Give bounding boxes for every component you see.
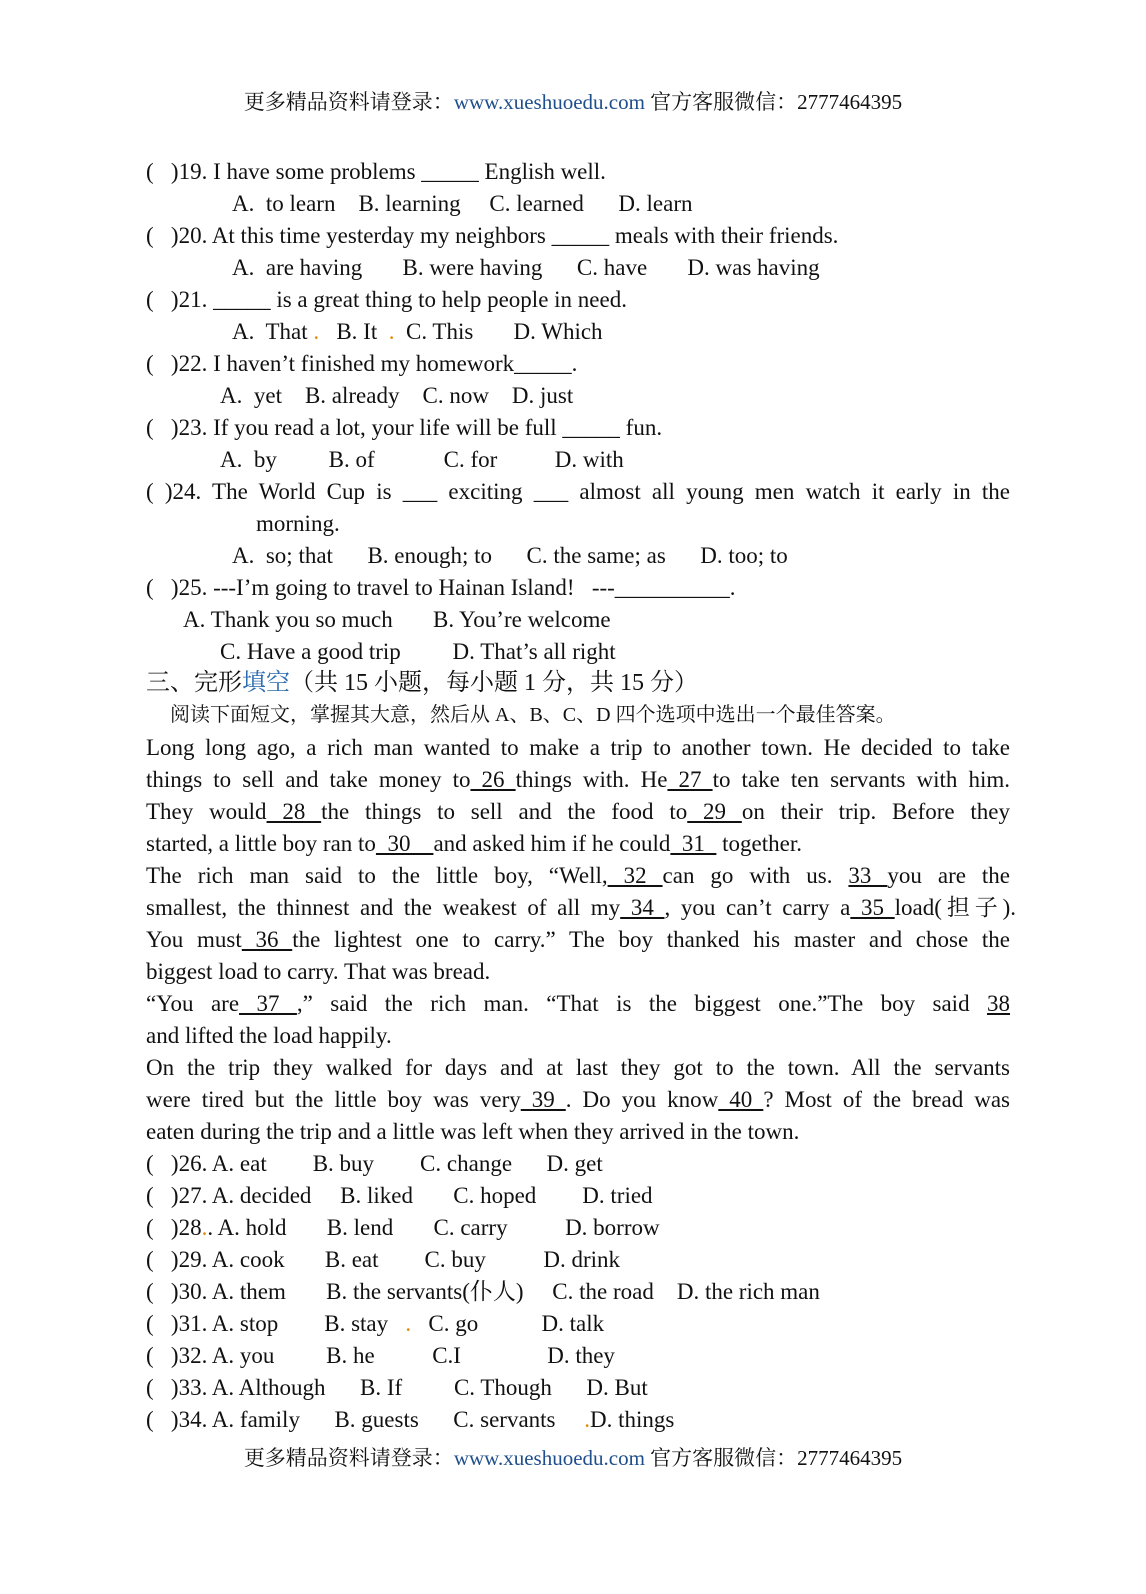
header-suffix: 官方客服微信：2777464395 xyxy=(644,90,903,114)
blank-29: 29 xyxy=(687,799,742,824)
passage-line-3: They would 28 the things to sell and the food to 29 on their trip. Before they xyxy=(146,799,1011,824)
page-header xyxy=(0,86,1146,116)
passage-line-6: smallest, the thinnest and the weakest of all my 34 , you can’t carry a 35 load(担子). xyxy=(146,895,1017,920)
passage-line-12: were tired but the little boy was very 39 . Do you know 40 ? Most of the bread was xyxy=(146,1087,1010,1112)
passage-line-2: things to sell and take money to 26 things with. He 27 to take ten servants with him. xyxy=(146,767,1010,792)
passage-line-11: On the trip they walked for days and at last they got to the town. All the servants xyxy=(146,1055,1010,1080)
passage-line-7: You must 36 the lightest one to carry.” The boy thanked his master and chose the xyxy=(146,927,1010,952)
question-22-options: A. yet B. already C. now D. just xyxy=(220,383,574,408)
blank-33: 33 xyxy=(848,863,888,888)
cloze-question-29: ( )29. A. cook B. eat C. buy D. drink xyxy=(146,1247,621,1272)
passage-line-8: biggest load to carry. That was bread. xyxy=(146,959,491,984)
cloze-question-28: ( )28.. A. hold B. lend C. carry D. borrow xyxy=(146,1215,660,1240)
blank-28: 28 xyxy=(266,799,322,824)
footer-url[interactable]: www.xueshuoedu.com xyxy=(453,1446,645,1470)
blank-40: 40 xyxy=(718,1087,764,1112)
blank-27: 27 xyxy=(667,767,713,792)
cloze-question-34: ( )34. A. family B. guests C. servants .D. things xyxy=(146,1407,675,1432)
blank-35: 35 xyxy=(850,895,895,920)
question-23-options: A. by B. of C. for D. with xyxy=(220,447,624,472)
question-21-options: A. That . B. It . C. This D. Which xyxy=(232,319,603,344)
blank-32: 32 xyxy=(607,863,663,888)
cloze-question-26: ( )26. A. eat B. buy C. change D. get xyxy=(146,1151,603,1176)
blank-38: 38 xyxy=(987,991,1011,1016)
footer-suffix: 官方客服微信：2777464395 xyxy=(644,1446,903,1470)
cloze-question-33: ( )33. A. Although B. If C. Though D. But xyxy=(146,1375,648,1400)
question-25-options-1: A. Thank you so much B. You’re welcome xyxy=(183,607,611,632)
blank-36: 36 xyxy=(241,927,293,952)
question-20: ( )20. At this time yesterday my neighbors _____ meals with their friends. xyxy=(146,223,839,248)
footer-prefix: 更多精品资料请登录： xyxy=(243,1446,454,1470)
cloze-question-30: ( )30. A. them B. the servants(仆人) C. the road D. the rich man xyxy=(146,1279,820,1304)
blank-37: 37 xyxy=(239,991,297,1016)
question-23: ( )23. If you read a lot, your life will be full _____ fun. xyxy=(146,415,663,440)
passage-line-4: started, a little boy ran to 30 and asked him if he could 31 together. xyxy=(146,831,802,856)
question-19-options: A. to learn B. learning C. learned D. learn xyxy=(232,191,693,216)
cloze-question-31: ( )31. A. stop B. stay . C. go D. talk xyxy=(146,1311,605,1336)
header-prefix: 更多精品资料请登录： xyxy=(243,90,454,114)
question-24: ( )24. The World Cup is ___ exciting ___ almost all young men watch it early in the xyxy=(146,479,1010,504)
blank-34: 34 xyxy=(620,895,665,920)
blank-30: 30 xyxy=(375,831,434,856)
question-25: ( )25. ---I’m going to travel to Hainan Island! ---__________. xyxy=(146,575,736,600)
blank-26: 26 xyxy=(470,767,516,792)
passage-line-10: and lifted the load happily. xyxy=(146,1023,392,1048)
question-24-continued: morning. xyxy=(256,511,340,536)
blank-39: 39 xyxy=(520,1087,566,1112)
blank-31: 31 xyxy=(670,831,717,856)
question-19: ( )19. I have some problems _____ English well. xyxy=(146,159,606,184)
passage-line-1: Long long ago, a rich man wanted to make a trip to another town. He decided to take xyxy=(146,735,1010,760)
passage-line-13: eaten during the trip and a little was left when they arrived in the town. xyxy=(146,1119,800,1144)
header-url[interactable]: www.xueshuoedu.com xyxy=(453,90,645,114)
section-title: 三、完形填空（共 15 小题，每小题 1 分，共 15 分） xyxy=(146,670,698,696)
question-21: ( )21. _____ is a great thing to help people in need. xyxy=(146,287,627,312)
question-24-options: A. so; that B. enough; to C. the same; as D. too; to xyxy=(232,543,788,568)
page-footer xyxy=(0,1442,1146,1472)
cloze-question-27: ( )27. A. decided B. liked C. hoped D. tried xyxy=(146,1183,653,1208)
passage-line-9: “You are 37 ,” said the rich man. “That is the biggest one.”The boy said 38 xyxy=(146,991,1011,1016)
question-22: ( )22. I haven’t finished my homework_____. xyxy=(146,351,578,376)
question-20-options: A. are having B. were having C. have D. was having xyxy=(232,255,820,280)
cloze-question-32: ( )32. A. you B. he C.I D. they xyxy=(146,1343,615,1368)
question-25-options-2: C. Have a good trip D. That’s all right xyxy=(220,639,616,664)
section-instruction: 阅读下面短文，掌握其大意，然后从 A、B、C、D 四个选项中选出一个最佳答案。 xyxy=(170,704,896,726)
passage-line-5: The rich man said to the little boy, “Well, 32 can go with us. 33 you are the xyxy=(146,863,1010,888)
